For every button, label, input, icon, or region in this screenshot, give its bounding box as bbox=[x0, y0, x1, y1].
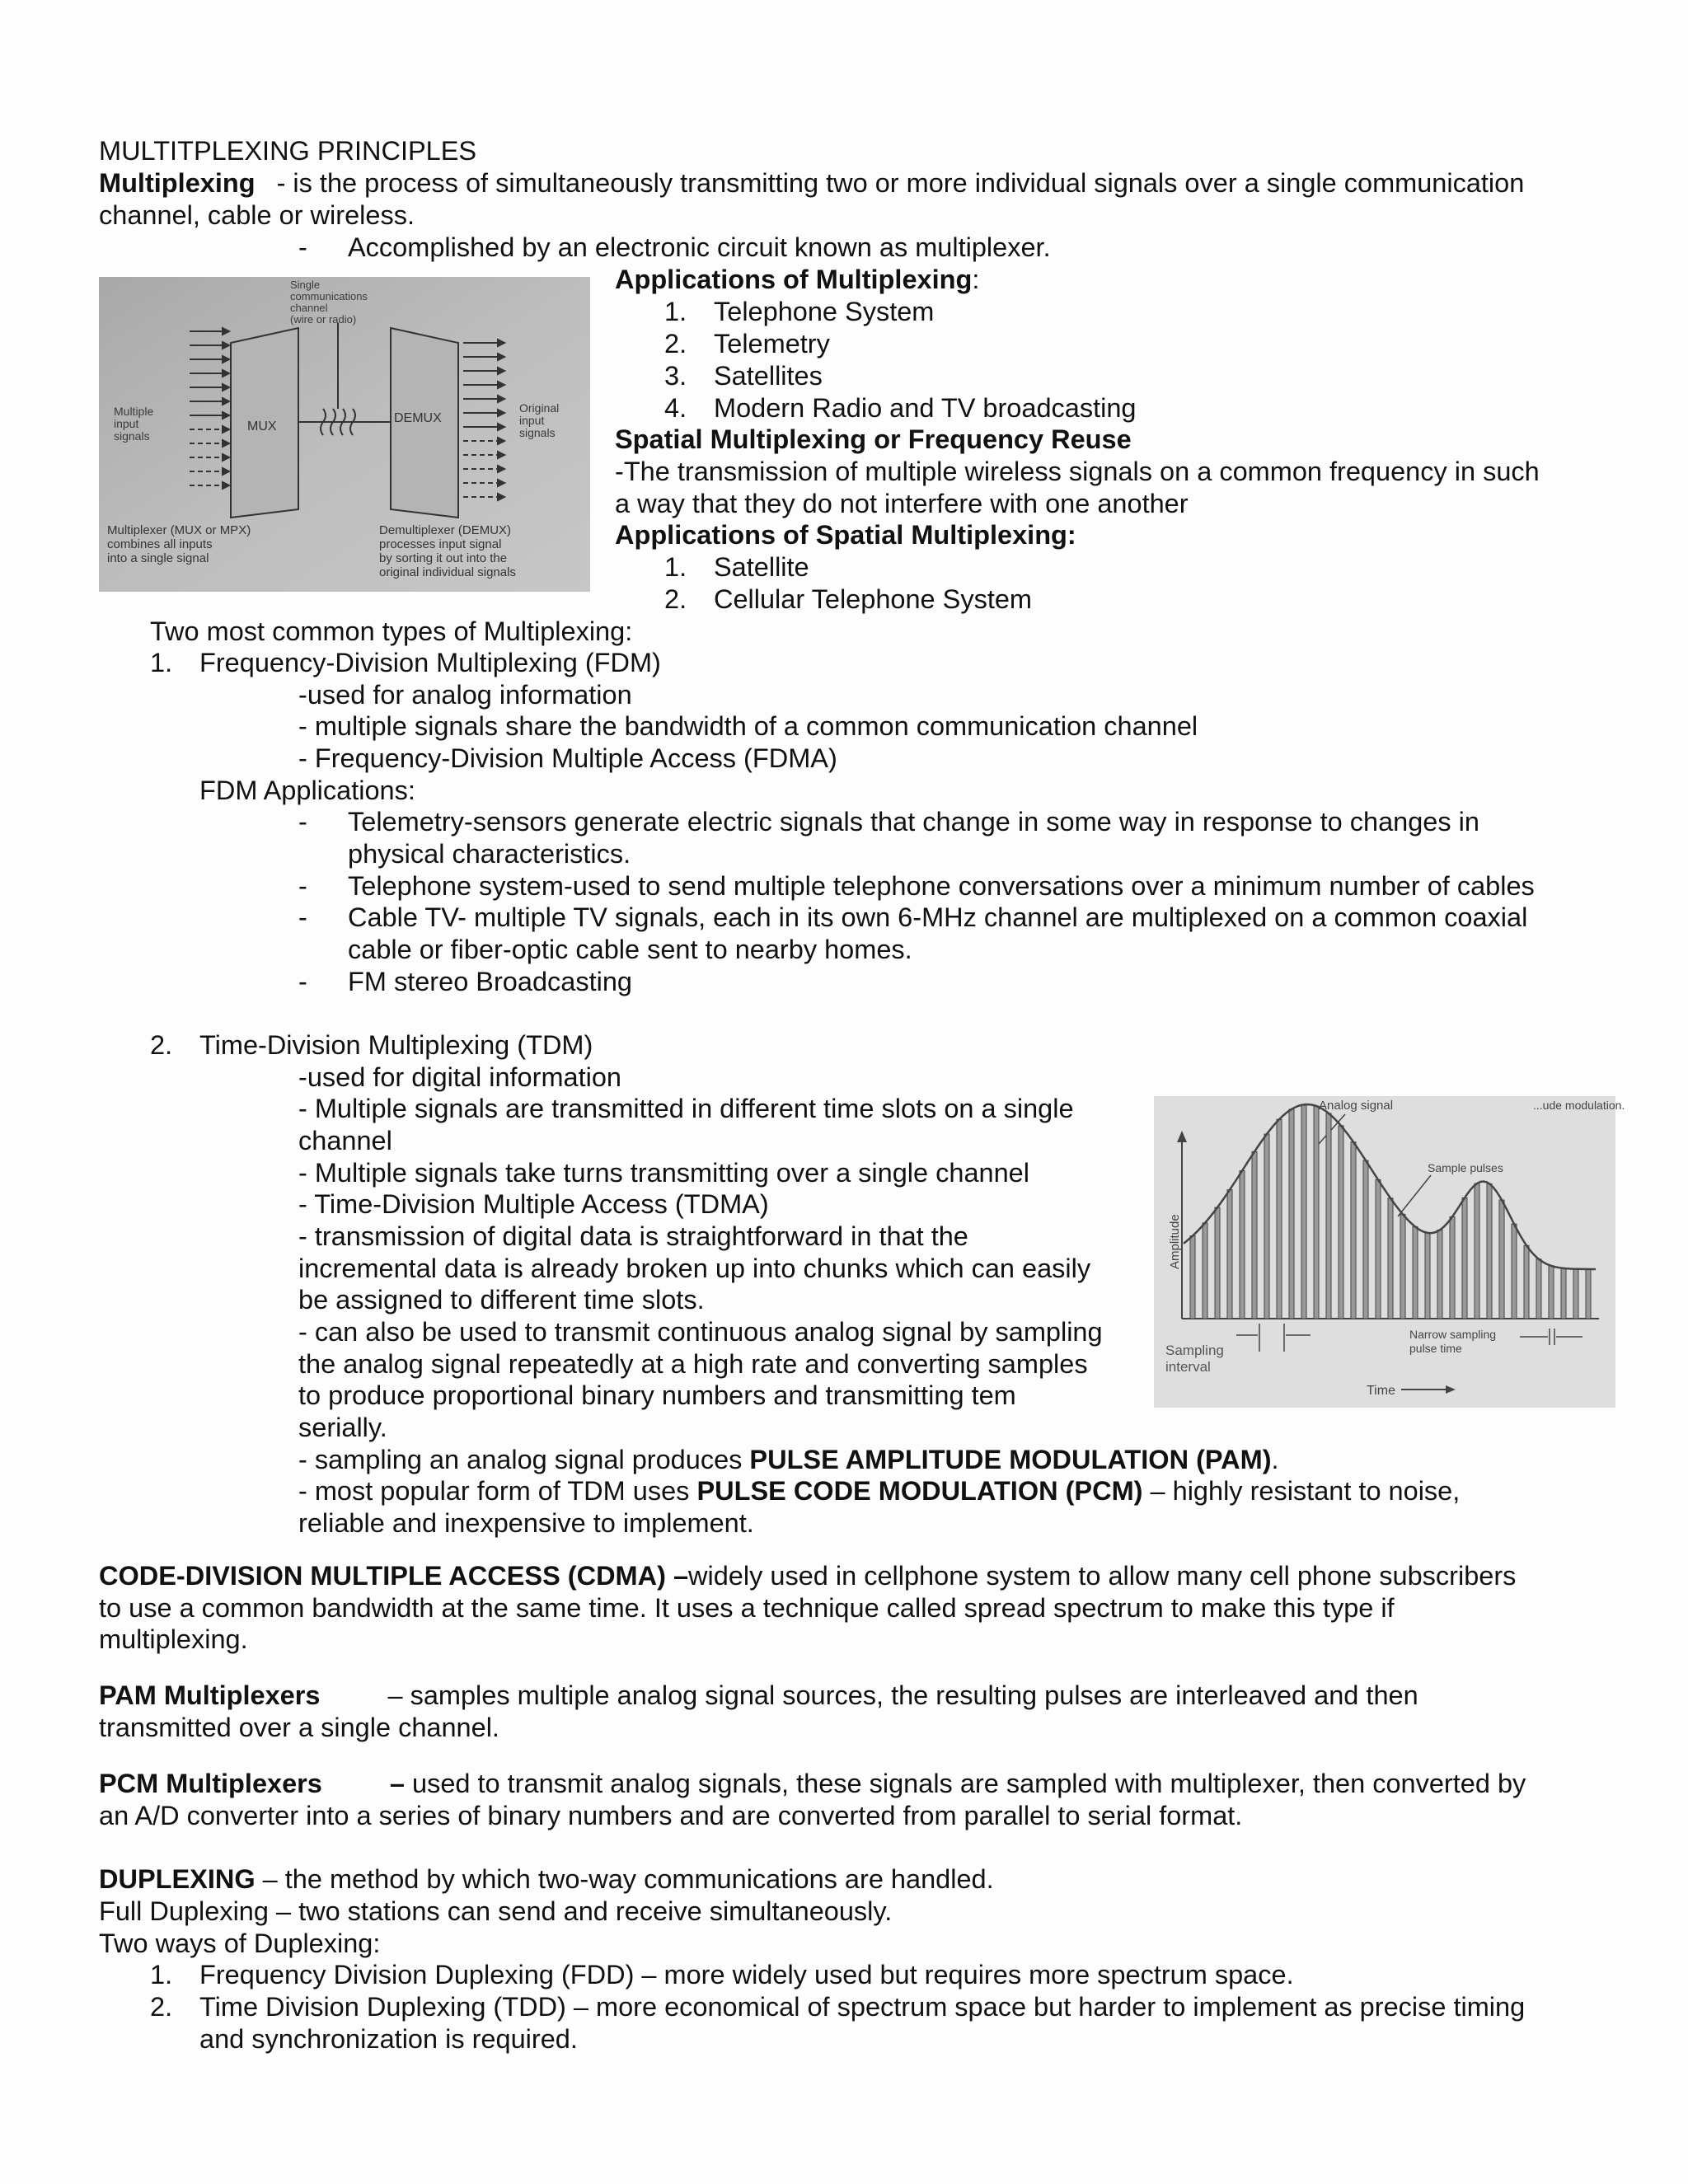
sample-pulse bbox=[1289, 1109, 1294, 1319]
cdma-line: CODE-DIVISION MULTIPLE ACCESS (CDMA) –widely used in cellphone system to allow many cell phone subscribers bbox=[99, 1561, 1517, 1591]
multiplexer-bullet: - Accomplished by an electronic circuit known as multiplexer. bbox=[298, 232, 1051, 262]
tdm-line: - Multiple signals take turns transmitting over a single channel bbox=[298, 1158, 1029, 1188]
duplexing-line: DUPLEXING – the method by which two-way communications are handled. bbox=[99, 1864, 994, 1894]
analog-signal-label: Analog signal bbox=[1319, 1099, 1394, 1113]
pam-figure bbox=[1154, 1096, 1625, 1408]
list-item: 3. Satellites bbox=[664, 361, 823, 391]
fdm-title: 1. Frequency-Division Multiplexing (FDM) bbox=[150, 648, 661, 677]
pam-mux-line: PAM Multiplexers – samples multiple analog signal sources, the resulting pulses are interleaved and then bbox=[99, 1680, 1418, 1710]
multiplexer-bullet-text: Accomplished by an electronic circuit known as multiplexer. bbox=[348, 232, 1051, 262]
list-item-cont: and synchronization is required. bbox=[199, 2024, 578, 2054]
sample-pulse bbox=[1326, 1113, 1331, 1319]
sample-pulse bbox=[1586, 1269, 1591, 1319]
sample-pulse bbox=[1376, 1179, 1381, 1319]
types-intro: Two most common types of Multiplexing: bbox=[150, 616, 633, 646]
duplexing-ways: Two ways of Duplexing: bbox=[99, 1929, 381, 1958]
multiplexing-definition bbox=[99, 167, 1524, 199]
tdm-line: be assigned to different time slots. bbox=[298, 1285, 705, 1315]
sample-pulse bbox=[1573, 1269, 1578, 1319]
fdm-app-cont: cable or fiber-optic cable sent to nearby homes. bbox=[348, 935, 912, 964]
sample-pulse bbox=[1524, 1245, 1529, 1319]
tdm-line: to produce proportional binary numbers and transmitting tem bbox=[298, 1380, 1016, 1410]
demux-caption: Demultiplexer (DEMUX) processes input signal by sorting it out into the original individual signals bbox=[379, 523, 516, 579]
fdm-app: - Cable TV- multiple TV signals, each in its own 6-MHz channel are multiplexed on a common coaxial bbox=[298, 902, 1528, 932]
fdm-point: - Frequency-Division Multiple Access (FDMA) bbox=[298, 743, 837, 773]
mux-label: MUX bbox=[247, 419, 277, 434]
fdm-apps-heading: FDM Applications: bbox=[199, 776, 415, 805]
sample-pulse bbox=[1462, 1197, 1467, 1319]
list-item: 4. Modern Radio and TV broadcasting bbox=[664, 393, 1137, 423]
tdm-line: -used for digital information bbox=[298, 1062, 621, 1092]
sampling-interval-label: Sampling interval bbox=[1165, 1343, 1224, 1375]
fdm-app: - Telemetry-sensors generate electric signals that change in some way in response to changes in bbox=[298, 807, 1479, 837]
sample-pulse bbox=[1400, 1214, 1405, 1319]
outputs-label: Original input signals bbox=[519, 401, 560, 439]
sample-pulse bbox=[1264, 1134, 1269, 1319]
fdm-point: -used for analog information bbox=[298, 680, 632, 710]
sample-pulse bbox=[1549, 1266, 1554, 1319]
pcm-mux-line: PCM Multiplexers – used to transmit analog signals, these signals are sampled with multiplexer, then converted by bbox=[99, 1769, 1526, 1798]
sample-pulse bbox=[1561, 1268, 1566, 1319]
pam-mux-line-2: transmitted over a single channel. bbox=[99, 1713, 499, 1742]
list-item: 1. Telephone System bbox=[664, 297, 935, 326]
sample-pulse bbox=[1413, 1226, 1418, 1319]
pcm-mux-line-2: an A/D converter into a series of binary numbers and are converted from parallel to serial format. bbox=[99, 1801, 1243, 1830]
sample-pulse bbox=[1487, 1183, 1492, 1319]
list-item: 1. Frequency Division Duplexing (FDD) – more widely used but requires more spectrum space. bbox=[150, 1960, 1294, 1990]
narrow-pulse-label: Narrow sampling pulse time bbox=[1409, 1328, 1497, 1355]
tdm-line: the analog signal repeatedly at a high rate and converting samples bbox=[298, 1349, 1088, 1379]
tdm-pcm-line-cont: reliable and inexpensive to implement. bbox=[298, 1508, 754, 1538]
tdm-line: - Time-Division Multiple Access (TDMA) bbox=[298, 1189, 769, 1219]
sample-pulse bbox=[1437, 1230, 1442, 1319]
sample-pulse bbox=[1339, 1126, 1343, 1319]
tdm-pam-line: - sampling an analog signal produces PULSE AMPLITUDE MODULATION (PAM). bbox=[298, 1445, 1279, 1474]
amplitude-label: Amplitude bbox=[1168, 1214, 1182, 1269]
fdm-app: - Telephone system-used to send multiple telephone conversations over a minimum number of cables bbox=[298, 871, 1535, 901]
list-item: 2. Telemetry bbox=[664, 329, 830, 359]
spatial-apps-heading: Applications of Spatial Multiplexing: bbox=[615, 520, 1076, 550]
tdm-line: serially. bbox=[298, 1413, 387, 1442]
spatial-desc: -The transmission of multiple wireless signals on a common frequency in such bbox=[615, 457, 1540, 486]
tdm-line: - Multiple signals are transmitted in different time slots on a single bbox=[298, 1094, 1074, 1123]
sample-pulse bbox=[1512, 1224, 1517, 1319]
time-label: Time bbox=[1367, 1384, 1395, 1398]
tdm-pcm-line: - most popular form of TDM uses PULSE CODE MODULATION (PCM) – highly resistant to noise, bbox=[298, 1476, 1461, 1506]
sample-pulse bbox=[1475, 1183, 1479, 1319]
page-title: MULTITPLEXING PRINCIPLES bbox=[99, 136, 477, 166]
sample-pulse bbox=[1499, 1200, 1504, 1319]
applications-heading: Applications of Multiplexing: bbox=[615, 265, 980, 294]
fdm-point: - multiple signals share the bandwidth of a common communication channel bbox=[298, 711, 1198, 741]
sample-pulse bbox=[1425, 1233, 1430, 1319]
sample-pulse bbox=[1252, 1151, 1257, 1319]
spatial-heading: Spatial Multiplexing or Frequency Reuse bbox=[615, 424, 1132, 454]
sample-pulse bbox=[1536, 1259, 1541, 1319]
sample-pulses-label: Sample pulses bbox=[1428, 1161, 1503, 1174]
sample-pulse bbox=[1203, 1223, 1207, 1319]
sample-pulse bbox=[1351, 1142, 1356, 1319]
multiplexing-definition-text: - is the process of simultaneously transmitting two or more individual signals over a single communication bbox=[276, 168, 1525, 198]
spatial-desc-cont: a way that they do not interfere with one another bbox=[615, 489, 1189, 518]
fdm-app: - FM stereo Broadcasting bbox=[298, 967, 633, 996]
sample-pulse bbox=[1190, 1236, 1195, 1319]
list-item: 1. Satellite bbox=[664, 552, 809, 582]
tdm-line: incremental data is already broken up into chunks which can easily bbox=[298, 1254, 1091, 1283]
mux-caption: Multiplexer (MUX or MPX) combines all inputs into a single signal bbox=[107, 523, 251, 565]
full-duplexing-line: Full Duplexing – two stations can send and receive simultaneously. bbox=[99, 1896, 893, 1926]
sample-pulse bbox=[1301, 1104, 1306, 1319]
inputs-label: Multiple input signals bbox=[114, 405, 154, 443]
tdm-title: 2. Time-Division Multiplexing (TDM) bbox=[150, 1030, 593, 1060]
sample-pulse bbox=[1388, 1198, 1393, 1319]
sample-pulse bbox=[1450, 1216, 1455, 1319]
tdm-line: - transmission of digital data is straightforward in that the bbox=[298, 1221, 968, 1251]
cdma-line-3: multiplexing. bbox=[99, 1624, 248, 1654]
tdm-line: - can also be used to transmit continuous analog signal by sampling bbox=[298, 1317, 1103, 1347]
sample-pulse bbox=[1314, 1106, 1319, 1319]
sample-pulse bbox=[1240, 1171, 1245, 1319]
figure-background bbox=[1154, 1096, 1615, 1408]
tdm-line: channel bbox=[298, 1126, 392, 1155]
sample-pulse bbox=[1277, 1119, 1282, 1319]
corner-label: ...ude modulation. bbox=[1533, 1099, 1625, 1112]
mux-demux-figure bbox=[99, 277, 590, 592]
sample-pulse bbox=[1227, 1190, 1232, 1319]
list-item: 2. Time Division Duplexing (TDD) – more economical of spectrum space but harder to implement as precise timing bbox=[150, 1992, 1526, 2022]
multiplexing-definition-cont: channel, cable or wireless. bbox=[99, 200, 415, 230]
multiplexing-term: Multiplexing bbox=[99, 168, 256, 198]
fdm-app-cont: physical characteristics. bbox=[348, 839, 631, 869]
list-item: 2. Cellular Telephone System bbox=[664, 584, 1033, 614]
sample-pulse bbox=[1215, 1207, 1220, 1319]
demux-label: DEMUX bbox=[394, 411, 442, 425]
channel-label: Single communications channel (wire or radio) bbox=[290, 279, 368, 326]
sample-pulse bbox=[1363, 1160, 1368, 1319]
cdma-line-2: to use a common bandwidth at the same time. It uses a technique called spread spectrum to make this type if bbox=[99, 1593, 1395, 1623]
